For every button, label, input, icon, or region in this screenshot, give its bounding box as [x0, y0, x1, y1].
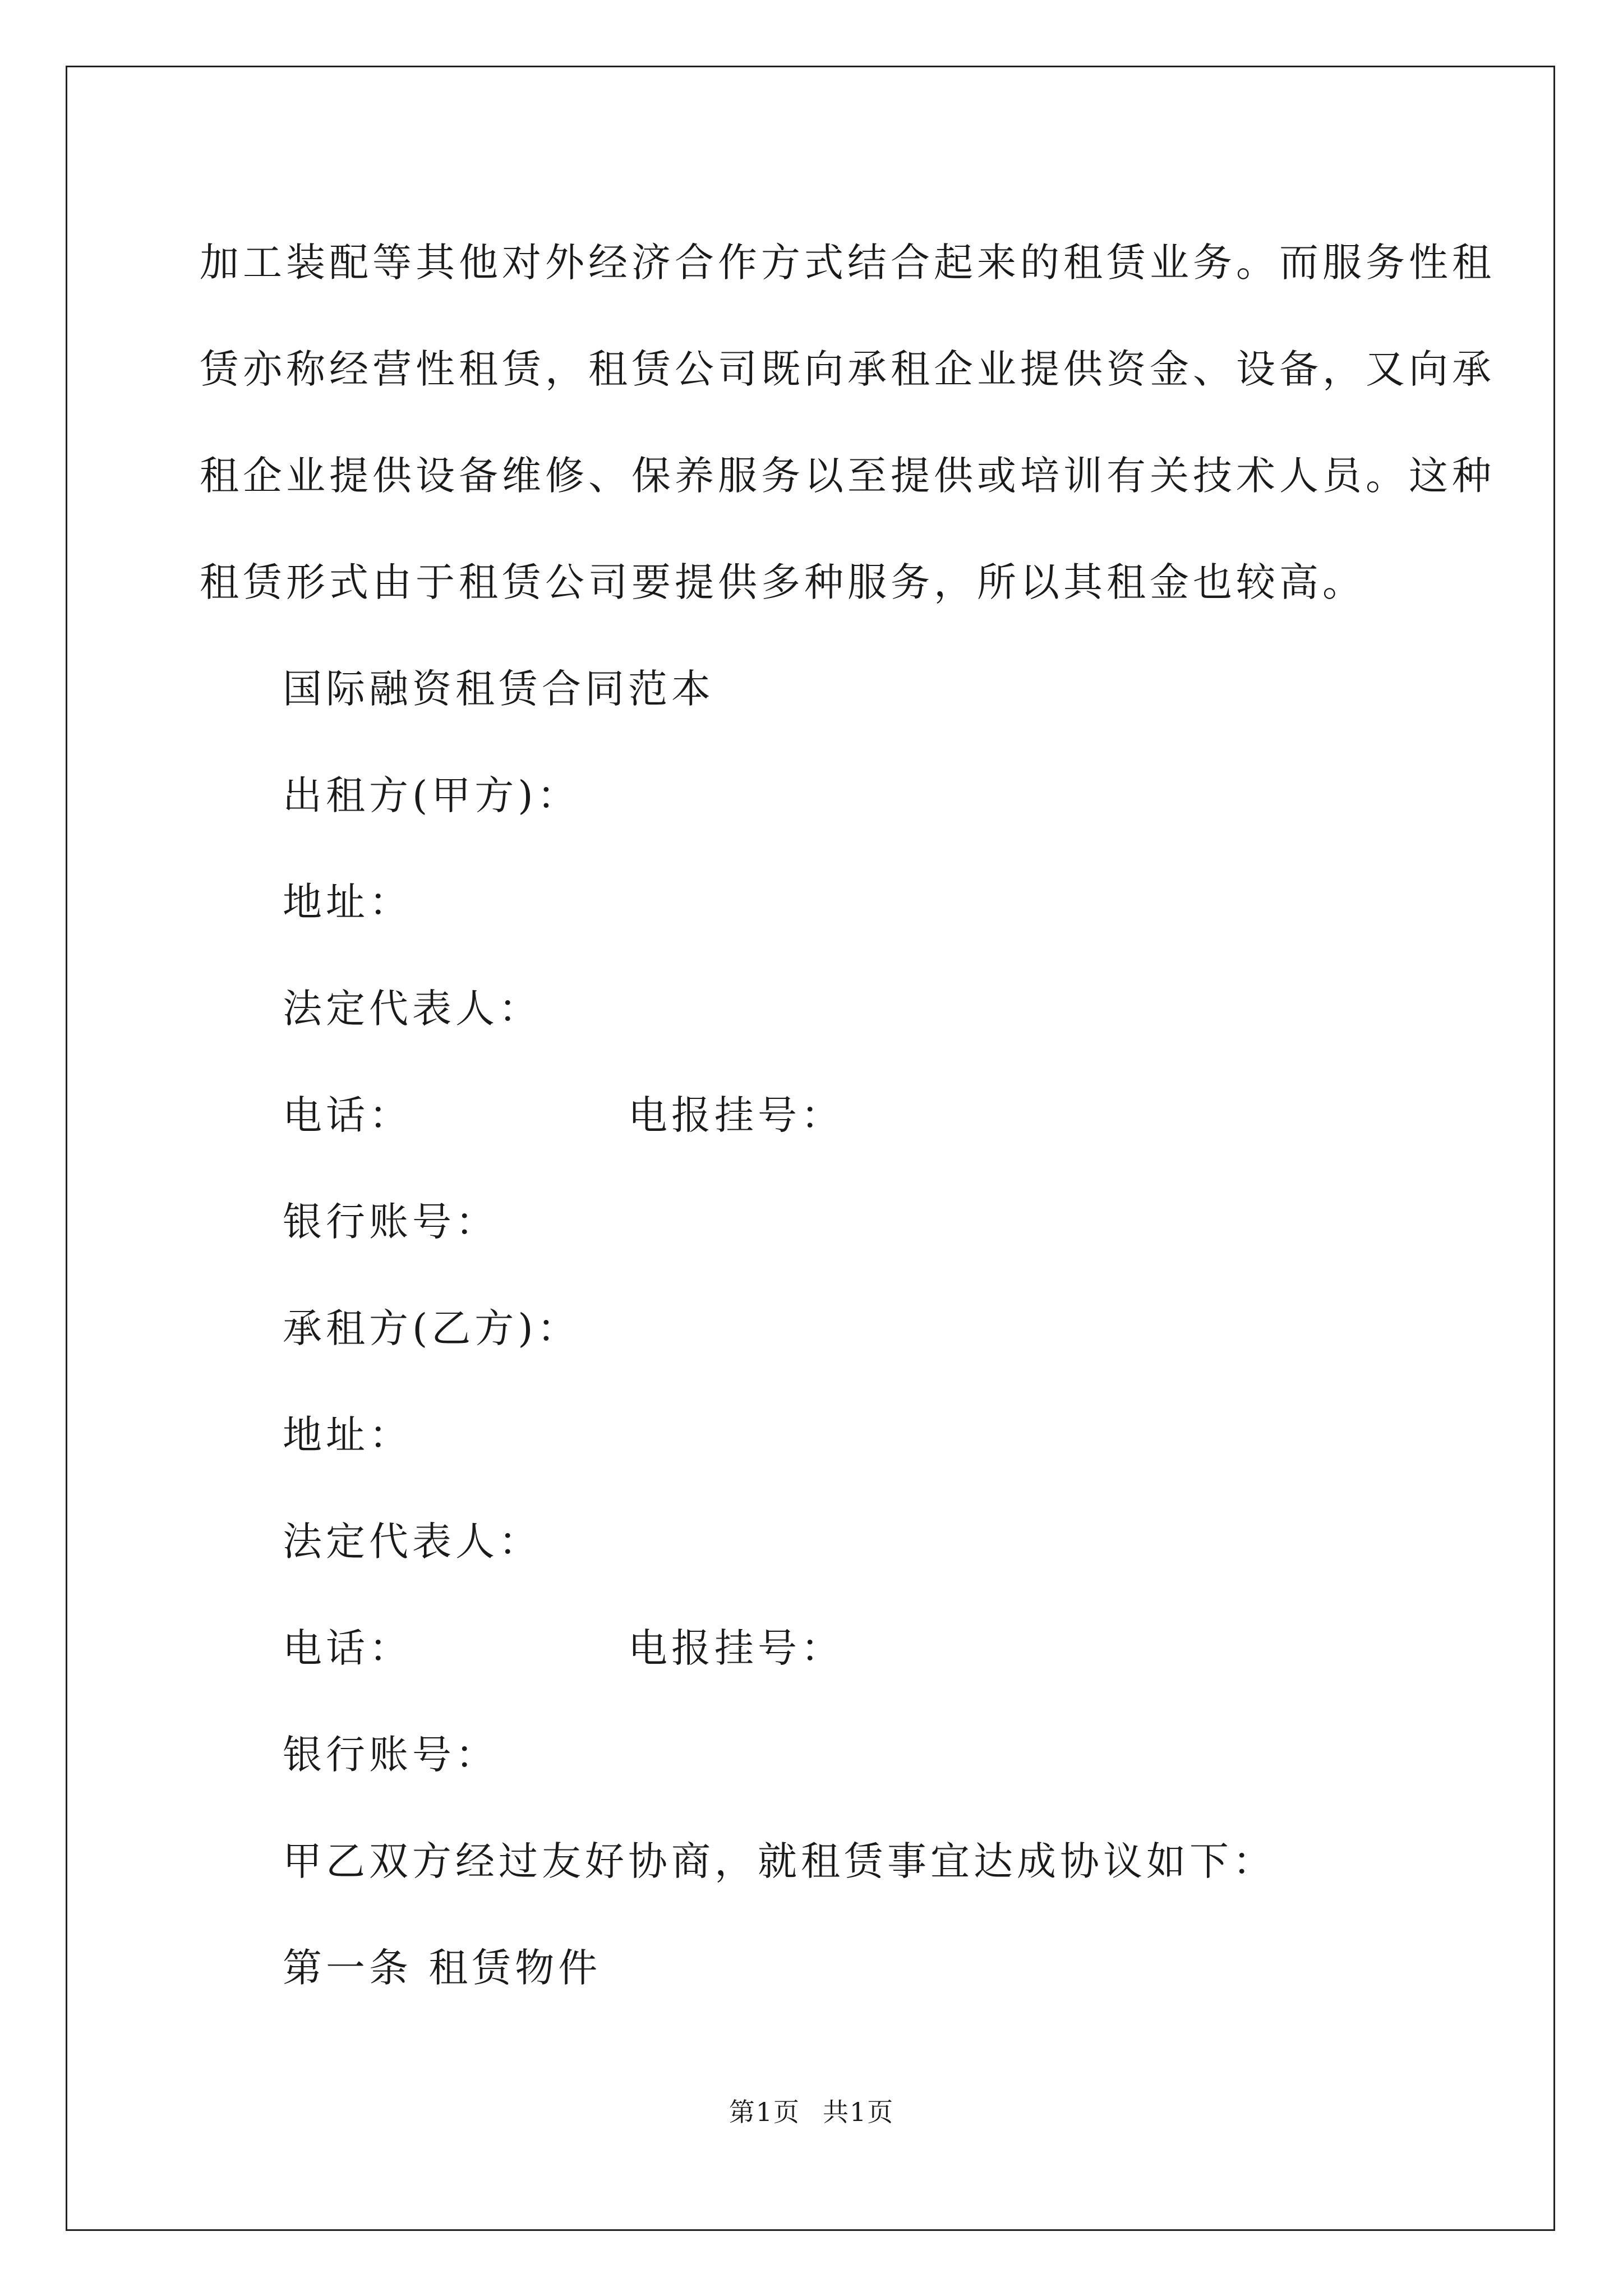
- page-number: 第1页: [728, 2097, 800, 2127]
- lessor-phone: 电话：: [283, 1092, 412, 1138]
- lessee-address: 地址：: [283, 1412, 412, 1458]
- lessee-phone: 电话：: [283, 1625, 412, 1671]
- lessor-legal-rep: 法定代表人：: [283, 986, 542, 1032]
- page-footer: [0, 2095, 1623, 2129]
- lessee-heading: 承租方(乙方)：: [283, 1305, 580, 1351]
- paragraph-line: 租赁形式由于租赁公司要提供多种服务，所以其租金也较高。: [200, 559, 1366, 605]
- paragraph-line: 租企业提供设备维修、保养服务以至提供或培训有关技术人员。这种: [200, 453, 1495, 499]
- lessee-legal-rep: 法定代表人：: [283, 1519, 542, 1565]
- page-total: 共1页: [823, 2097, 895, 2127]
- article-one-heading: 第一条 租赁物件: [283, 1945, 602, 1991]
- lessor-telegram: 电报挂号：: [628, 1092, 844, 1138]
- document-body: [200, 209, 1495, 2021]
- agreement-statement: 甲乙双方经过友好协商，就租赁事宜达成协议如下：: [283, 1838, 1276, 1884]
- contract-title: 国际融资租赁合同范本: [283, 666, 714, 712]
- lessee-bank-account: 银行账号：: [283, 1732, 499, 1778]
- lessor-heading: 出租方(甲方)：: [283, 772, 580, 818]
- paragraph-line: 赁亦称经营性租赁，租赁公司既向承租企业提供资金、设备，又向承: [200, 346, 1495, 392]
- intro-paragraph: [200, 209, 1495, 636]
- lessee-contact-row: [200, 1595, 1428, 1701]
- paragraph-line: 加工装配等其他对外经济合作方式结合起来的租赁业务。而服务性租: [200, 240, 1495, 286]
- lessor-address: 地址：: [283, 879, 412, 925]
- lessor-bank-account: 银行账号：: [283, 1199, 499, 1245]
- lessee-telegram: 电报挂号：: [628, 1625, 844, 1671]
- lessor-contact-row: [200, 1062, 1428, 1168]
